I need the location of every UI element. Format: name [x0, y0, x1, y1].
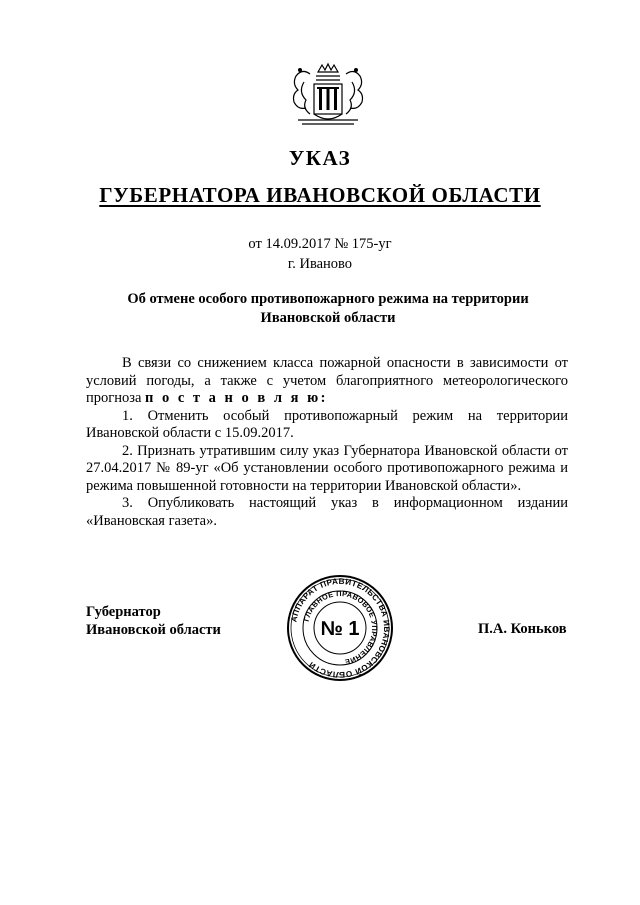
item-2: 2. Признать утратившим силу указ Губернатора Ивановской области от 27.04.2017 № 89-уг «Об установлении особого противопожарного режима и режима повышенной готовности на территории Ивановской области».	[86, 442, 568, 494]
signature-position-line-1: Губернатор	[86, 604, 161, 620]
subject-line-1: Об отмене особого противопожарного режима на территории	[127, 291, 529, 307]
stamp-inner-text: ГЛАВНОЕ ПРАВОВОЕ УПРАВЛЕНИЕ	[301, 588, 380, 667]
stamp-number: № 1	[320, 618, 360, 640]
signature-position-line-2: Ивановской области	[86, 622, 221, 638]
decree-title: УКАЗ	[288, 146, 352, 170]
coat-of-arms-emblem	[288, 62, 368, 128]
issuer-title: ГУБЕРНАТОРА ИВАНОВСКОЙ ОБЛАСТИ	[99, 183, 541, 207]
signature-position	[86, 603, 221, 639]
subject-line-2: Ивановской области	[260, 310, 396, 326]
decree-date-number: от 14.09.2017 № 175-уг	[248, 236, 392, 252]
official-stamp	[286, 574, 394, 682]
decree-city: г. Иваново	[287, 256, 353, 272]
decree-subject	[100, 290, 556, 328]
stamp-outer-text: АППАРАТ ПРАВИТЕЛЬСТВА ИВАНОВСКОЙ ОБЛАСТИ	[289, 576, 392, 680]
item-1: 1. Отменить особый противопожарный режим на территории Ивановской области с 15.09.2017.	[86, 407, 568, 441]
decree-body	[86, 355, 568, 530]
decree-word: п о с т а н о в л я ю:	[145, 390, 329, 406]
item-3: 3. Опубликовать настоящий указ в информационном издании «Ивановская газета».	[86, 495, 568, 529]
intro-paragraph: В связи со снижением класса пожарной опасности в зависимости от условий погоды, а также с учетом благоприятного метеорологического прогноза п о с т а н о в л я ю:	[86, 355, 568, 406]
signature-name: П.А. Коньков	[478, 621, 567, 637]
